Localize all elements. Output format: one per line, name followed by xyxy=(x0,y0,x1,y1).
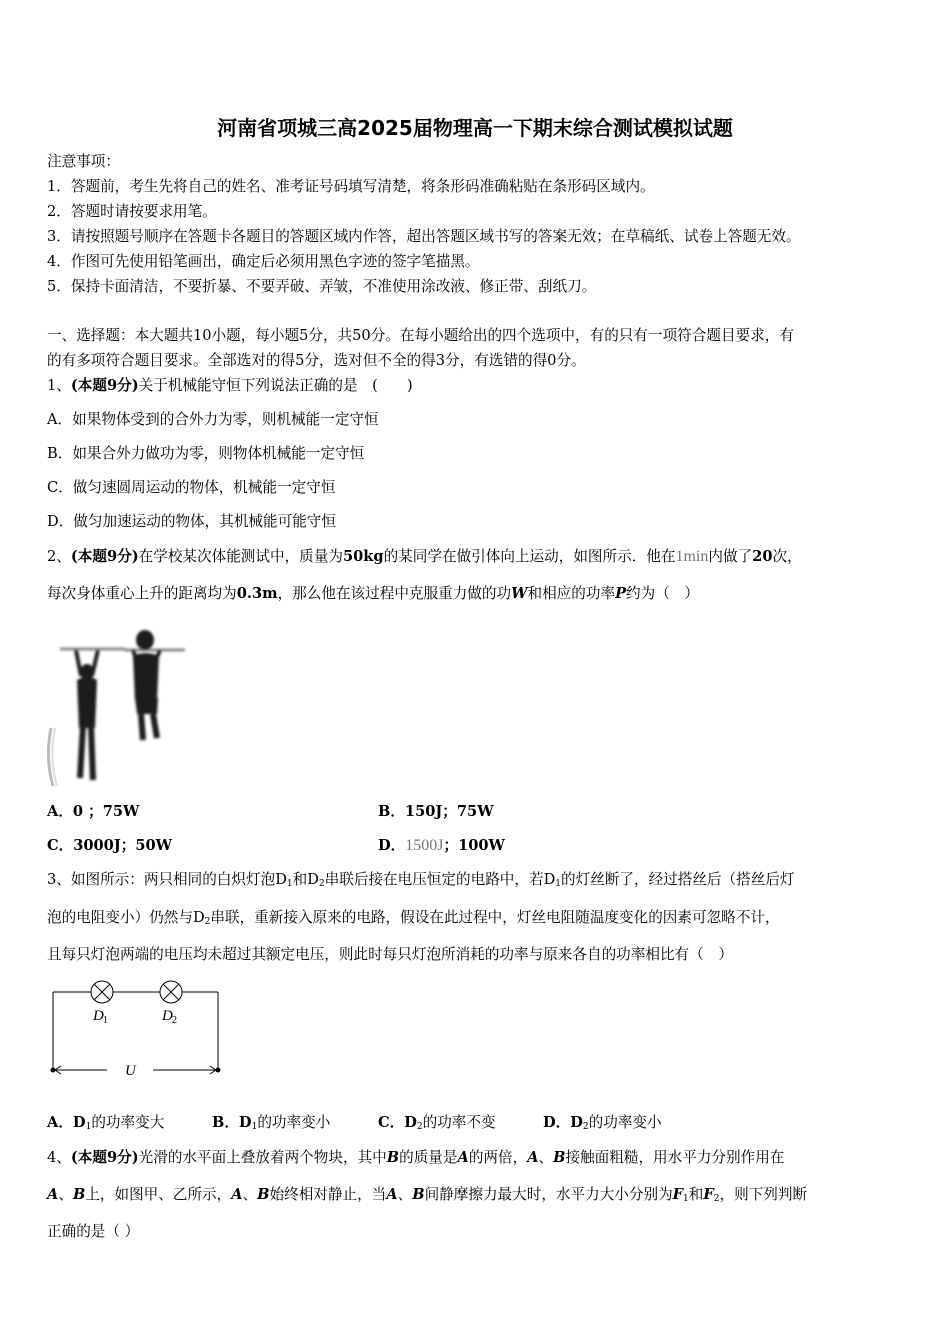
q3-text-b: 和D xyxy=(292,871,319,888)
q4-a-4: A xyxy=(231,1186,243,1203)
q2-option-d-value: 1500J xyxy=(405,837,444,854)
q3-stem-line1 xyxy=(47,870,795,894)
q3-option-a xyxy=(47,1113,164,1137)
q4-stem-line2 xyxy=(47,1185,807,1209)
q4-stem-line1 xyxy=(47,1148,784,1168)
notice-item-2: 2．答题时请按要求用笔。 xyxy=(47,203,217,220)
notice-item-3: 3．请按照题号顺序在答题卡各题目的答题区域内作答，超出答题区域书写的答案无效；在草稿纸、试卷上答题无效。 xyxy=(47,228,801,245)
notice-item-1: 1．答题前，考生先将自己的姓名、准考证号码填写清楚，将条形码准确粘贴在条形码区域内。 xyxy=(47,178,655,195)
q2-option-d-label: D． xyxy=(378,837,406,854)
q4-number: 4、 xyxy=(47,1149,71,1166)
q3-option-d-pre: D．D xyxy=(543,1114,583,1131)
notice-item-5: 5．保持卡面清洁，不要折暴、不要弄破、弄皱，不准使用涂改液、修正带、刮纸刀。 xyxy=(47,278,597,295)
q2-work-symbol: W xyxy=(511,585,528,602)
q3-option-c-sub: 2 xyxy=(416,1122,423,1132)
q4-text-i: 始终相对静止，当 xyxy=(269,1186,387,1203)
q4-b-3: B xyxy=(72,1186,86,1203)
q2-text-d: 次， xyxy=(772,548,802,565)
q3-sub-3: 1 xyxy=(555,879,562,889)
q2-text-c: 内做了 xyxy=(708,548,753,565)
q3-text-e: 泡的电阻变小）仍然与D xyxy=(47,909,205,926)
q4-text-j: 、 xyxy=(397,1186,413,1203)
q3-sub-1: 1 xyxy=(286,879,293,889)
q2-count: 20 xyxy=(752,548,773,565)
q4-text-g: 上，如图甲、乙所示， xyxy=(85,1186,232,1203)
q4-b-1: B xyxy=(386,1149,400,1166)
q4-b-4: B xyxy=(257,1186,270,1203)
q3-option-a-post: 的功率变大 xyxy=(91,1114,165,1131)
q4-score: (本题9分) xyxy=(70,1149,139,1166)
q4-text-k: 间静摩擦力最大时，水平力大小分别为 xyxy=(424,1186,673,1203)
q4-b-2: B xyxy=(553,1149,566,1166)
q2-distance: 0.3m xyxy=(236,585,278,602)
q4-stem-line3: 正确的是（ ） xyxy=(47,1223,140,1240)
circuit-diagram xyxy=(45,978,230,1080)
q1-option-d: D．做匀加速运动的物体，其机械能可能守恒 xyxy=(47,513,336,530)
bulb-d2-sub: 2 xyxy=(172,1015,177,1026)
q1-option-a: A．如果物体受到的合外力为零，则机械能一定守恒 xyxy=(47,411,379,428)
q3-option-b-post: 的功率变小 xyxy=(257,1114,331,1131)
q4-a-5: A xyxy=(386,1186,398,1203)
q4-text-b: 的质量是 xyxy=(399,1149,458,1166)
q4-a-1: A xyxy=(457,1149,469,1166)
q3-text-a: 3、如图所示：两只相同的白炽灯泡D xyxy=(47,871,287,888)
q2-power-symbol: P xyxy=(615,585,627,602)
q3-text-d: 的灯丝断了，经过搭丝后（搭丝后灯 xyxy=(561,871,795,888)
q4-a-2: A xyxy=(527,1149,539,1166)
q4-text-f: 、 xyxy=(58,1186,73,1203)
bulb-d1-sub: 1 xyxy=(103,1015,108,1026)
q2-text-b: 的某同学在做引体向上运动，如图所示．他在 xyxy=(383,548,676,565)
q2-option-d xyxy=(378,836,505,856)
section-intro-line1: 一、选择题：本大题共10小题，每小题5分，共50分。在每小题给出的四个选项中，有的只有一项符合题目要求，有 xyxy=(47,327,794,344)
q3-sub-4: 2 xyxy=(204,917,211,927)
voltage-label: U xyxy=(125,1063,136,1079)
q1-option-b: B．如果合外力做功为零，则物体机械能一定守恒 xyxy=(47,445,365,462)
q3-option-a-sub: 1 xyxy=(85,1122,92,1132)
notice-item-4: 4．作图可先使用铅笔画出，确定后必须用黑色字迹的签字笔描黑。 xyxy=(47,253,480,270)
q2-text-g: 和相应的功率 xyxy=(527,585,616,602)
q3-option-a-pre: A．D xyxy=(47,1114,86,1131)
q4-text-c: 的两倍， xyxy=(468,1149,528,1166)
q2-text-a: 在学校某次体能测试中，质量为 xyxy=(138,548,343,565)
q4-text-h: 、 xyxy=(242,1186,258,1203)
q4-f-1: F xyxy=(672,1186,684,1203)
page-title: 河南省项城三高2025届物理高一下期末综合测试模拟试题 xyxy=(217,116,733,140)
q1-stem xyxy=(47,376,413,396)
q2-number: 2、 xyxy=(47,548,71,565)
q3-option-b-pre: B．D xyxy=(212,1114,252,1131)
section-intro-line2: 的有多项符合题目要求。全部选对的得5分，选对但不全的得3分，有选错的得0分。 xyxy=(47,352,586,369)
q2-text-f: ，那么他在该过程中克服重力做的功 xyxy=(277,585,512,602)
q3-option-c xyxy=(378,1113,496,1137)
q2-text-e: 每次身体重心上升的距离均为 xyxy=(47,585,237,602)
bulb-d1-label: D xyxy=(93,1008,104,1024)
q2-text-h: 约为（ ） xyxy=(626,585,700,602)
q2-mass: 50kg xyxy=(342,548,384,565)
q4-sub-2: 2 xyxy=(713,1194,720,1204)
q1-text: 关于机械能守恒下列说法正确的是 ( ) xyxy=(138,377,413,394)
q3-stem-line2 xyxy=(47,908,780,932)
pull-up-figure xyxy=(45,628,190,790)
q4-text-e: 接触面粗糙，用水平力分别作用在 xyxy=(565,1149,785,1166)
q1-score: (本题9分) xyxy=(70,377,139,394)
q1-option-c: C．做匀速圆周运动的物体，机械能一定守恒 xyxy=(47,479,336,496)
terminal-right xyxy=(216,1068,221,1073)
q3-option-c-pre: C．D xyxy=(378,1114,417,1131)
q3-option-d-sub: 2 xyxy=(582,1122,589,1132)
q4-text-a: 光滑的水平面上叠放着两个物块，其中 xyxy=(138,1149,387,1166)
q3-text-f: 串联，重新接入原来的电路，假设在此过程中，灯丝电阻随温度变化的因素可忽略不计， xyxy=(210,909,780,926)
q3-option-d-post: 的功率变小 xyxy=(588,1114,662,1131)
q2-option-b: B．150J；75W xyxy=(378,803,494,820)
q2-option-c: C．3000J；50W xyxy=(47,837,173,854)
q1-number: 1、 xyxy=(47,377,71,394)
q4-a-3: A xyxy=(47,1186,59,1203)
q3-option-b-sub: 1 xyxy=(251,1122,258,1132)
q3-option-b xyxy=(212,1113,330,1137)
terminal-left xyxy=(51,1068,56,1073)
q4-sub-1: 1 xyxy=(683,1194,689,1204)
q2-stem-line2 xyxy=(47,584,699,604)
q4-text-l: ，则下列判断 xyxy=(719,1186,808,1203)
q3-option-d xyxy=(543,1113,662,1137)
q3-option-c-post: 的功率不变 xyxy=(422,1114,496,1131)
q2-option-a: A．0 ；75W xyxy=(47,803,140,820)
q3-sub-2: 2 xyxy=(318,879,325,889)
bulb-d2-label: D xyxy=(162,1008,173,1024)
q4-f-2: F xyxy=(703,1186,714,1203)
q4-b-5: B xyxy=(412,1186,425,1203)
notice-heading: 注意事项： xyxy=(47,153,120,170)
q3-stem-line3: 且每只灯泡两端的电压均未超过其额定电压，则此时每只灯泡所消耗的功率与原来各自的功率相比有（ ） xyxy=(47,946,733,963)
q2-stem-line1 xyxy=(47,547,802,567)
q4-text-and: 和 xyxy=(688,1186,704,1203)
q4-text-d: 、 xyxy=(538,1149,554,1166)
q3-text-c: 串联后接在电压恒定的电路中，若D xyxy=(324,871,556,888)
q2-time: 1min xyxy=(675,548,709,565)
q2-score: (本题9分) xyxy=(70,548,139,565)
q2-option-d-rest: ；100W xyxy=(443,837,505,854)
